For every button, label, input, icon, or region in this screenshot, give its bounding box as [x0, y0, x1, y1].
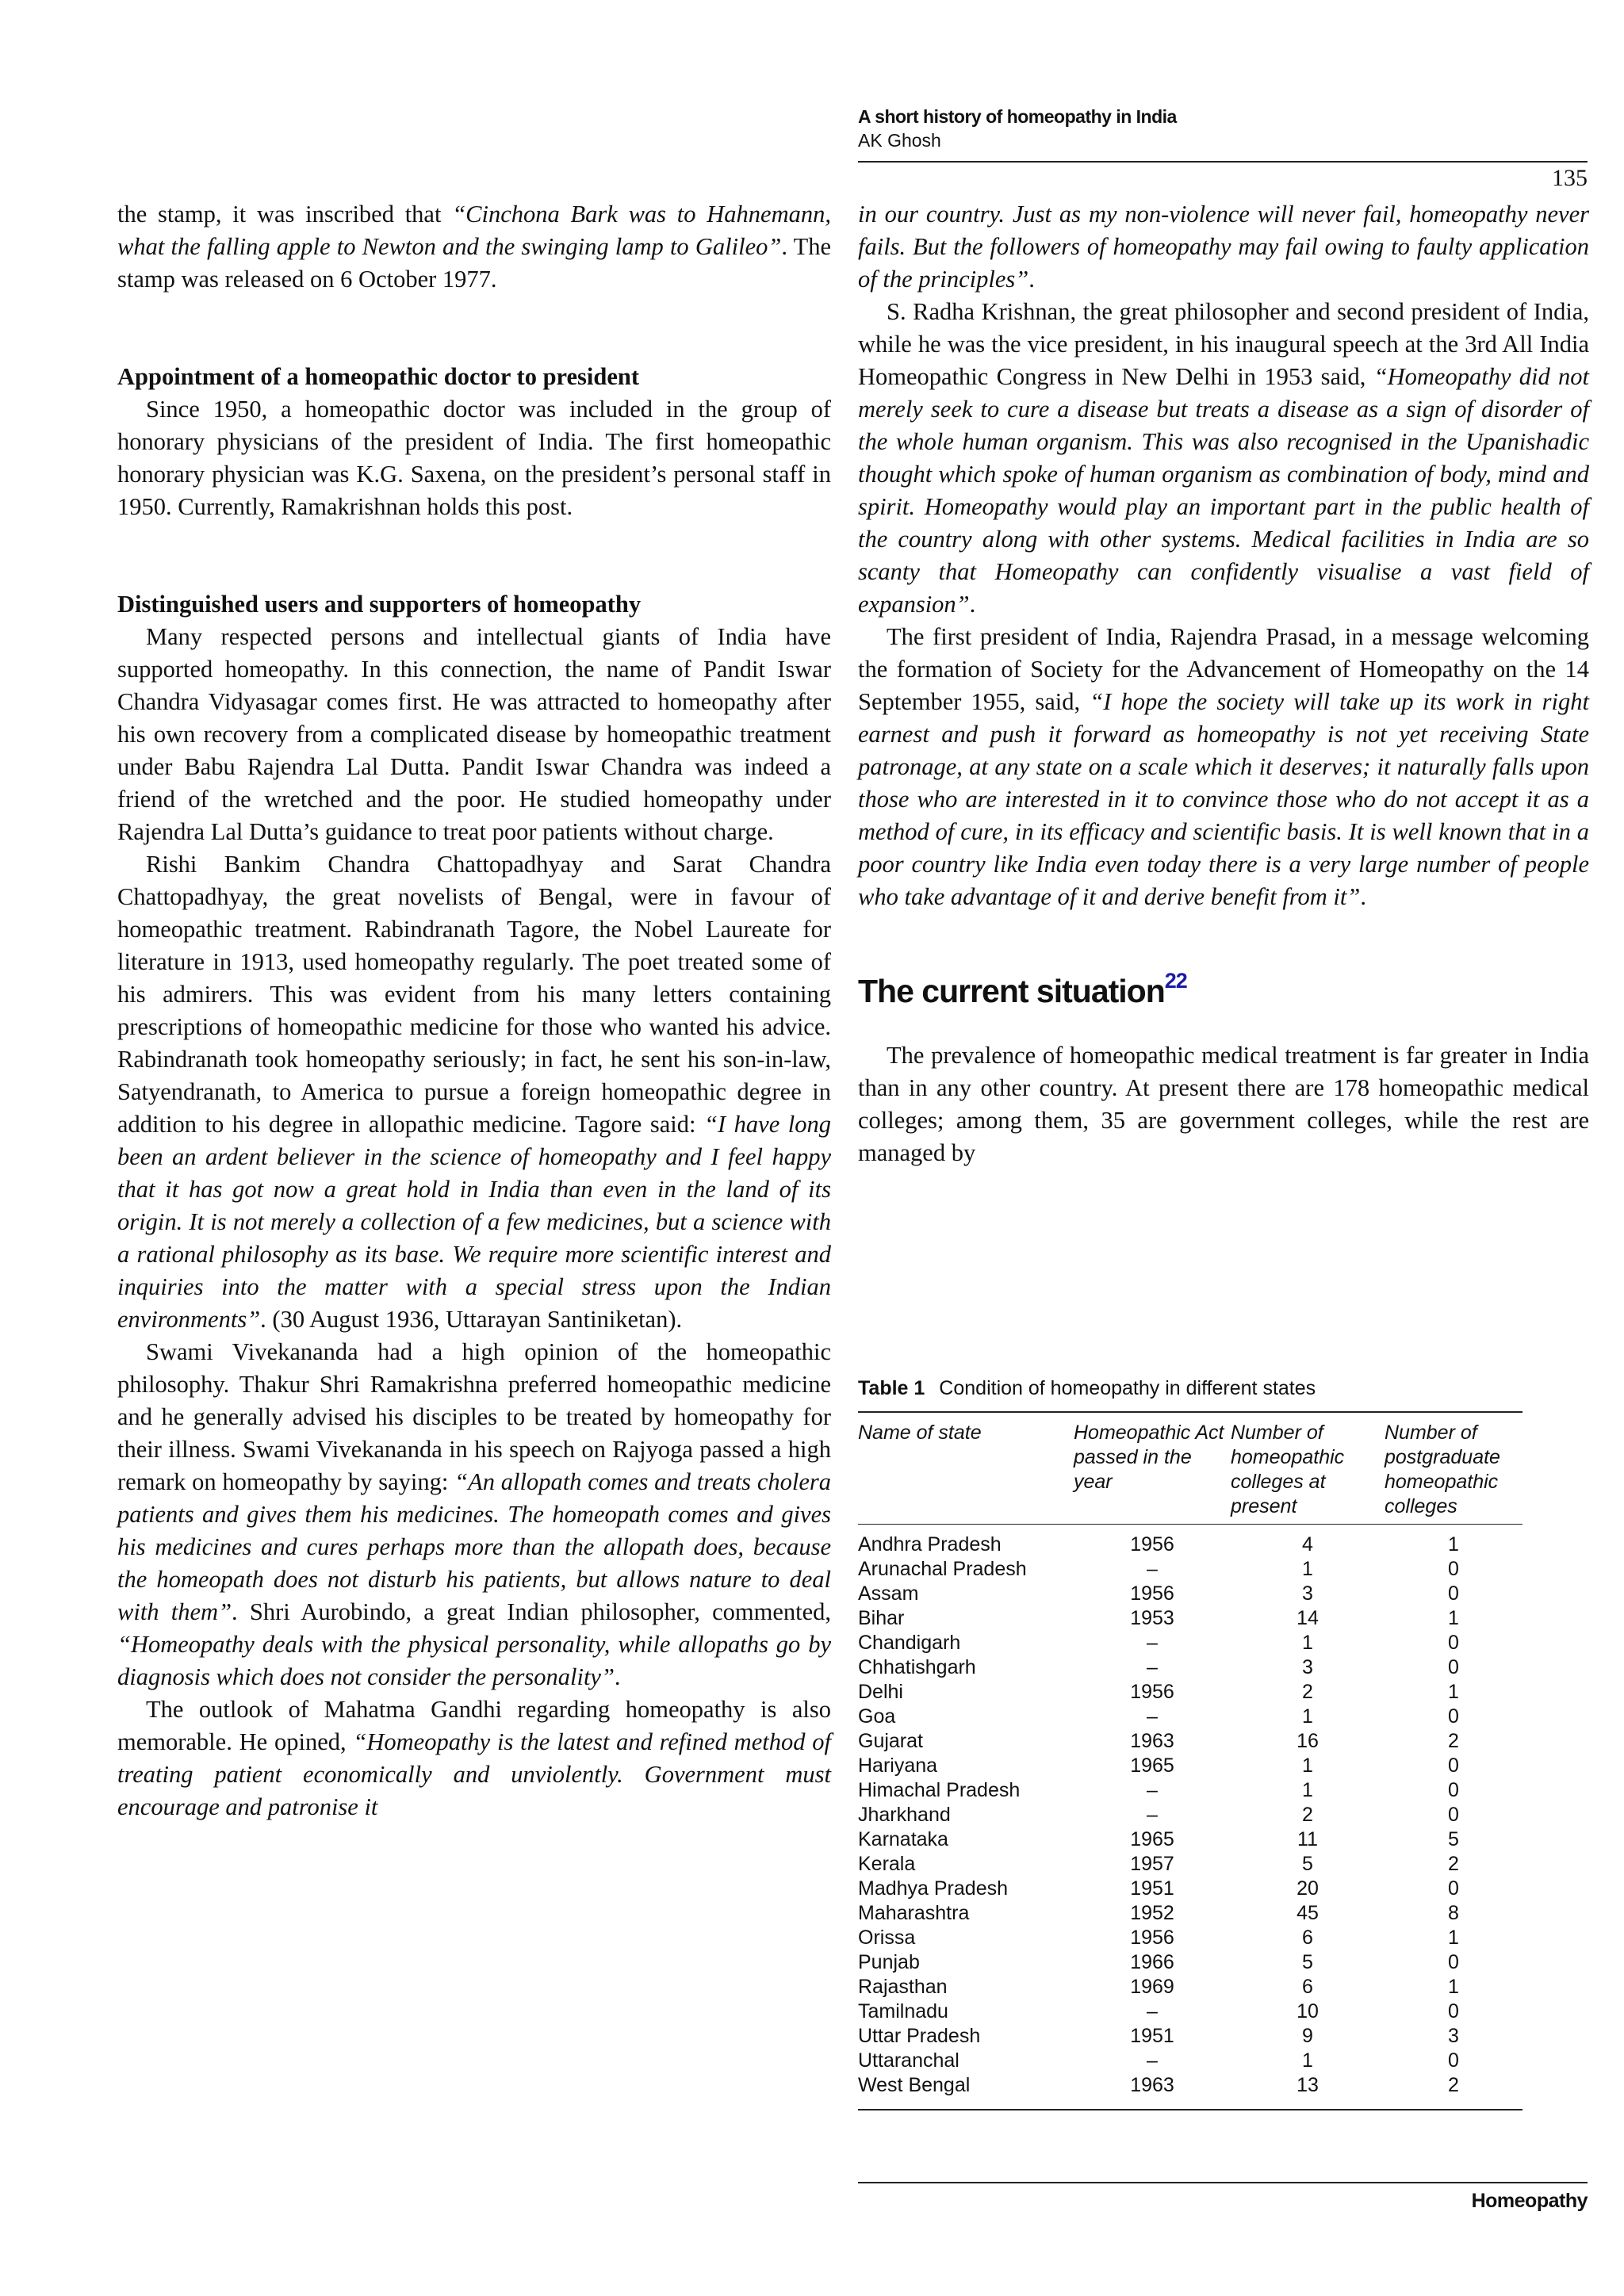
table-row: [858, 1525, 1522, 1557]
cell-colleges: 14: [1297, 1607, 1319, 1629]
quote-gandhi: “Homeopathy is the latest and refined method of treating patient economically and unviolently. Government must encourage and patronise it: [117, 1728, 831, 1820]
quote-radhakrishnan: “Homeopathy did not merely seek to cure a disease but treats a disease as a sign of disorder of the whole human organism. This was also recognised in the Upanishadic thought which spoke of human organism as combination of body, mind and spirit. Homeopathy would play an important part in the public health of the country along with other systems. Medical facilities in India are so scanty that Homeopathy can confidently visualise a vast field of expansion”: [858, 363, 1590, 618]
paragraph-gandhi: The outlook of Mahatma Gandhi regarding homeopathy is also memorable. He opined, “Homeopathy is the latest and refined method of treating patient economically and unviolently. Government must encourage and patronise it: [117, 1696, 831, 1820]
cell-state: Maharashtra: [858, 1902, 970, 1924]
cell-state: Jharkhand: [858, 1804, 951, 1826]
cell-state: Arunachal Pradesh: [858, 1558, 1027, 1580]
cell-pg-colleges: 0: [1448, 2049, 1459, 2072]
cell-act-year: 1956: [1130, 1681, 1174, 1703]
cell-pg-colleges: 0: [1448, 1582, 1459, 1605]
running-head-author: AK Ghosh: [858, 130, 941, 151]
table-row: [858, 1877, 1522, 1901]
cell-act-year: 1952: [1130, 1902, 1174, 1924]
cell-colleges: 5: [1302, 1951, 1313, 1973]
cell-act-year: 1966: [1130, 1951, 1174, 1973]
cell-pg-colleges: 3: [1448, 2025, 1459, 2047]
cell-colleges: 16: [1297, 1730, 1319, 1752]
table-row: [858, 1999, 1522, 2024]
table-caption: Table 1 Condition of homeopathy in different states: [858, 1377, 1316, 1399]
cell-pg-colleges: 0: [1448, 1779, 1459, 1801]
left-column: [117, 198, 831, 1823]
cell-act-year: –: [1147, 1705, 1158, 1728]
table-row: [858, 1705, 1522, 1729]
cell-act-year: 1963: [1130, 1730, 1174, 1752]
cell-pg-colleges: 0: [1448, 1877, 1459, 1900]
cell-pg-colleges: 1: [1448, 1976, 1459, 1998]
cell-pg-colleges: 1: [1448, 1927, 1459, 1949]
table-row: [858, 2073, 1522, 2109]
cell-colleges: 1: [1302, 1558, 1313, 1580]
cell-state: Tamilnadu: [858, 2000, 948, 2022]
cell-pg-colleges: 1: [1448, 1607, 1459, 1629]
cell-state: Karnataka: [858, 1828, 948, 1850]
cell-pg-colleges: 0: [1448, 1705, 1459, 1728]
table-row: [858, 1754, 1522, 1778]
cell-colleges: 1: [1302, 2049, 1313, 2072]
cell-colleges: 3: [1302, 1656, 1313, 1678]
table-row: [858, 1901, 1522, 1926]
table-row: [858, 1557, 1522, 1582]
cell-colleges: 2: [1302, 1804, 1313, 1826]
cell-pg-colleges: 0: [1448, 1804, 1459, 1826]
cell-state: Hariyana: [858, 1755, 938, 1777]
table-row: [858, 1803, 1522, 1827]
paragraph-prasad: The first president of India, Rajendra Prasad, in a message welcoming the formation of Society for the Advancement of Homeopathy on the 14 September 1955, said, “I hope the society will take up its work in right earnest and push it forward as homeopathy is not yet receiving State patronage, at any state on a scale which it deserves; it naturally falls upon those who are interested in it to convince those who do not accept it as a method of cure, in its efficacy and scientific basis. It is well known that in a poor country like India even today there is a very large number of people who take advantage of it and derive benefit from it”.: [858, 623, 1589, 910]
cell-colleges: 6: [1302, 1976, 1313, 1998]
cell-state: Andhra Pradesh: [858, 1533, 1002, 1556]
table-row: [858, 1778, 1522, 1803]
cell-colleges: 9: [1302, 2025, 1313, 2047]
header-act-year: Homeopathic Act passed in the year: [1074, 1422, 1224, 1493]
cell-state: Kerala: [858, 1853, 916, 1875]
cell-pg-colleges: 0: [1448, 1755, 1459, 1777]
table-row: [858, 1852, 1522, 1877]
cell-state: Goa: [858, 1705, 896, 1728]
table-row: [858, 2024, 1522, 2049]
table-states: [858, 1375, 1522, 2110]
heading-distinguished-users: Distinguished users and supporters of homeopathy: [117, 591, 642, 618]
cell-pg-colleges: 8: [1448, 1902, 1459, 1924]
cell-colleges: 20: [1297, 1877, 1319, 1900]
table-row: [858, 1729, 1522, 1754]
table-row: [858, 1827, 1522, 1852]
page-number: 135: [1552, 165, 1588, 191]
running-head-title: A short history of homeopathy in India: [858, 106, 1177, 127]
cell-colleges: 10: [1297, 2000, 1319, 2022]
table-row: [858, 1975, 1522, 1999]
paragraph-radhakrishnan: S. Radha Krishnan, the great philosopher and second president of India, while he was the vice president, in his inaugural speech at the 3rd All India Homeopathic Congress in New Delhi in 1953 said, “Homeopathy did not merely seek to cure a disease but treats a disease as a sign of disorder of the whole human organism. This was also recognised in the Upanishadic thought which spoke of human organism as combination of body, mind and spirit. Homeopathy would play an important part in the public health of the country along with other systems. Medical facilities in India are so scanty that Homeopathy can confidently visualise a vast field of expansion”.: [858, 298, 1590, 618]
cell-act-year: 1956: [1130, 1927, 1174, 1949]
quote-tagore: “I have long been an ardent believer in the science of homeopathy and I feel happy that it has got now a great hold in India than even in the land of its origin. It is not merely a collection of a few medicines, but a science with a rational philosophy as its base. We require more scientific interest and inquiries into the matter with a special stress upon the Indian environments”: [117, 1111, 831, 1333]
reference-link[interactable]: 22: [1164, 969, 1187, 993]
cell-act-year: 1963: [1130, 2074, 1174, 2096]
cell-colleges: 13: [1297, 2074, 1319, 2096]
journal-name: Homeopathy: [1471, 2190, 1588, 2212]
footer-rule: [858, 2182, 1588, 2183]
cell-colleges: 11: [1297, 1828, 1318, 1850]
cell-pg-colleges: 1: [1448, 1533, 1459, 1556]
table-row: [858, 2049, 1522, 2073]
cell-pg-colleges: 0: [1448, 1632, 1459, 1654]
cell-state: Rajasthan: [858, 1976, 948, 1998]
cell-act-year: –: [1147, 1558, 1158, 1580]
cell-pg-colleges: 2: [1448, 1853, 1459, 1875]
cell-act-year: 1956: [1130, 1533, 1174, 1556]
header-rule: [858, 161, 1588, 163]
cell-pg-colleges: 2: [1448, 2074, 1459, 2096]
cell-state: Orissa: [858, 1927, 916, 1949]
cell-colleges: 1: [1302, 1779, 1313, 1801]
cell-state: Bihar: [858, 1607, 905, 1629]
header-pg-colleges: Number of postgraduate homeopathic colleges: [1385, 1422, 1500, 1517]
cell-state: Uttar Pradesh: [858, 2025, 981, 2047]
cell-pg-colleges: 0: [1448, 1656, 1459, 1678]
cell-colleges: 1: [1302, 1755, 1313, 1777]
cell-act-year: 1969: [1130, 1976, 1174, 1998]
table-row: [858, 1655, 1522, 1680]
table-label: Table 1: [858, 1377, 925, 1399]
cell-state: Punjab: [858, 1951, 920, 1973]
cell-state: West Bengal: [858, 2074, 971, 2096]
cell-act-year: –: [1147, 1632, 1158, 1654]
cell-pg-colleges: 0: [1448, 1558, 1459, 1580]
cell-act-year: 1951: [1130, 1877, 1174, 1900]
section-title: The current situation$^{22}$: [858, 969, 1187, 1009]
cell-pg-colleges: 0: [1448, 1951, 1459, 1973]
cell-act-year: –: [1147, 2000, 1158, 2022]
cell-pg-colleges: 1: [1448, 1681, 1459, 1703]
table-row: [858, 1680, 1522, 1705]
cell-state: Uttaranchal: [858, 2049, 959, 2072]
cell-pg-colleges: 0: [1448, 2000, 1459, 2022]
cell-act-year: 1965: [1130, 1755, 1174, 1777]
running-head: [858, 105, 1588, 152]
cell-state: Delhi: [858, 1681, 903, 1703]
right-column: [858, 198, 1589, 1169]
paragraph-vivekananda: Swami Vivekananda had a high opinion of the homeopathic philosophy. Thakur Shri Ramakrishna preferred homeopathic medicine and he generally advised his disciples to be treated by homeopathy for their illness. Swami Vivekananda in his speech on Rajyoga passed a high remark on homeopathy by saying: “An allopath comes and treats cholera patients and gives them his medicines. The homeopath comes and gives his medicines and cures perhaps more than the allopath does, because the homeopath does not disturb his patients, but allows nature to deal with them”. Shri Aurobindo, a great Indian philosopher, commented, “Homeopathy deals with the physical personality, while allopaths go by diagnosis which does not consider the personality”.: [117, 1338, 831, 1690]
cell-state: Madhya Pradesh: [858, 1877, 1009, 1900]
cell-colleges: 1: [1302, 1632, 1313, 1654]
cell-act-year: –: [1147, 1779, 1158, 1801]
cell-state: Chhatishgarh: [858, 1656, 976, 1678]
cell-colleges: 2: [1302, 1681, 1313, 1703]
table-row: [858, 1926, 1522, 1950]
table-row: [858, 1950, 1522, 1975]
cell-colleges: 4: [1302, 1533, 1313, 1556]
cell-act-year: 1957: [1130, 1853, 1174, 1875]
paragraph-tagore: Rishi Bankim Chandra Chattopadhyay and Sarat Chandra Chattopadhyay, the great novelists of Bengal, were in favour of homeopathic treatment. Rabindranath Tagore, the Nobel Laureate for literature in 1913, used homeopathy regularly. The poet treated some of his admirers. This was evident from his many letters containing prescriptions of homeopathic medicine for those who wanted his advice. Rabindranath took homeopathy seriously; in fact, he sent his son-in-law, Satyendranath, to America to pursue a foreign homeopathic degree in addition to his degree in allopathic medicine. Tagore said: “I have long been an ardent believer in the science of homeopathy and I feel happy that it has got now a great hold in India than even in the land of its origin. It is not merely a collection of a few medicines, but a science with a rational philosophy as its base. We require more scientific interest and inquiries into the matter with a special stress upon the Indian environments”. (30 August 1936, Uttarayan Santiniketan).: [117, 851, 831, 1333]
quote-aurobindo: “Homeopathy deals with the physical personality, while allopaths go by diagnosis which does not consider the personality”: [117, 1631, 831, 1690]
paragraph-appointment: Since 1950, a homeopathic doctor was included in the group of honorary physicians of the president of India. The first homeopathic honorary physician was K.G. Saxena, on the president’s personal staff in 1950. Currently, Ramakrishnan holds this post.: [117, 396, 831, 520]
cell-colleges: 1: [1302, 1705, 1313, 1728]
cell-act-year: 1956: [1130, 1582, 1174, 1605]
table-row: [858, 1582, 1522, 1606]
paragraph-stamp: the stamp, it was inscribed that “Cinchona Bark was to Hahnemann, what the falling apple to Newton and the swinging lamp to Galileo”. The stamp was released on 6 October 1977.: [117, 201, 831, 293]
cell-act-year: 1965: [1130, 1828, 1174, 1850]
table-row: [858, 1606, 1522, 1631]
header-colleges: Number of homeopathic colleges at present: [1231, 1422, 1345, 1517]
paragraph-vidyasagar: Many respected persons and intellectual giants of India have supported homeopathy. In this connection, the name of Pandit Iswar Chandra Vidyasagar comes first. He was attracted to homeopathy after his own recovery from a complicated disease by homeopathic treatment under Babu Rajendra Lal Dutta. Pandit Iswar Chandra was indeed a friend of the wretched and the poor. He studied homeopathy under Rajendra Lal Dutta’s guidance to treat poor patients without charge.: [117, 623, 831, 845]
paragraph-gandhi-continued: in our country. Just as my non-violence will never fail, homeopathy never fails. But the followers of homeopathy may fail owing to faulty application of the principles”.: [858, 201, 1589, 293]
cell-state: Himachal Pradesh: [858, 1779, 1021, 1801]
cell-pg-colleges: 2: [1448, 1730, 1459, 1752]
cell-act-year: 1953: [1130, 1607, 1174, 1629]
cell-pg-colleges: 5: [1448, 1828, 1459, 1850]
cell-act-year: –: [1147, 1804, 1158, 1826]
table-header-row: [858, 1413, 1522, 1525]
cell-colleges: 45: [1297, 1902, 1319, 1924]
quote-vivekananda: “An allopath comes and treats cholera patients and gives them his medicines. The homeopath comes and gives his medicines and cures perhaps more than the allopath does, because the homeopath does not disturb his patients, but allows nature to deal with them”: [117, 1468, 831, 1625]
cell-colleges: 5: [1302, 1853, 1313, 1875]
quote-prasad: “I hope the society will take up its work in right earnest and push it forward as homeopathy is not yet receiving State patronage, at any state on a scale which it deserves; it naturally falls upon those who are interested in it to convince those who do not accept it as a method of cure, in its efficacy and scientific basis. It is well known that in a poor country like India even today there is a very large number of people who take advantage of it and derive benefit from it”: [858, 688, 1589, 910]
header-state: Name of state: [858, 1422, 982, 1444]
cell-act-year: 1951: [1130, 2025, 1174, 2047]
table-row: [858, 1631, 1522, 1655]
cell-colleges: 3: [1302, 1582, 1313, 1605]
quote-stamp: “Cinchona Bark was to Hahnemann, what the falling apple to Newton and the swinging lamp to Galileo”: [117, 201, 831, 260]
cell-act-year: –: [1147, 1656, 1158, 1678]
cell-act-year: –: [1147, 2049, 1158, 2072]
cell-state: Gujarat: [858, 1730, 923, 1752]
cell-colleges: 6: [1302, 1927, 1313, 1949]
paragraph-current-situation: The prevalence of homeopathic medical treatment is far greater in India than in any other country. At present there are 178 homeopathic medical colleges; among them, 35 are government colleges, while the rest are managed by: [858, 1042, 1589, 1166]
cell-state: Assam: [858, 1582, 919, 1605]
cell-state: Chandigarh: [858, 1632, 961, 1654]
heading-appointment: Appointment of a homeopathic doctor to president: [117, 363, 640, 390]
